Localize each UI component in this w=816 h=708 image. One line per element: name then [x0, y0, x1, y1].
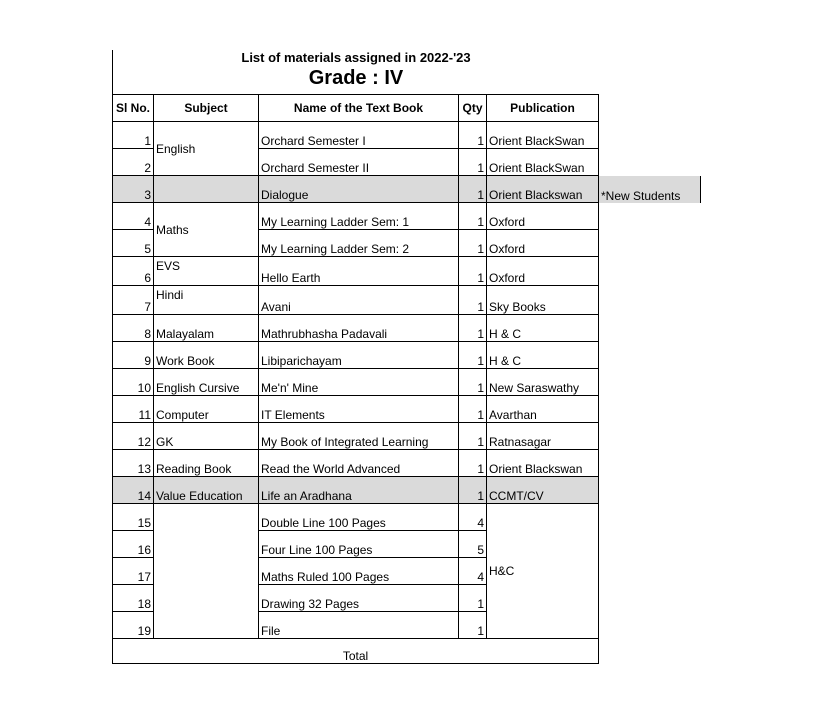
table-row — [113, 257, 701, 286]
subject-cell: Malayalam — [154, 315, 259, 342]
note-cell — [599, 203, 701, 230]
table-row — [113, 504, 701, 531]
qty: 1 — [459, 176, 487, 203]
sl-no: 13 — [113, 450, 154, 477]
note-cell — [599, 149, 701, 176]
table-row — [113, 342, 701, 369]
sl-no: 8 — [113, 315, 154, 342]
subject-cell: Hindi — [154, 286, 259, 315]
subject-cell: EVS — [154, 257, 259, 286]
subject-cell: Maths — [154, 203, 259, 257]
sl-no: 14 — [113, 477, 154, 504]
book-name: Orchard Semester I — [259, 122, 459, 149]
publication: Ratnasagar — [487, 423, 599, 450]
qty: 1 — [459, 450, 487, 477]
book-name: Orchard Semester II — [259, 149, 459, 176]
table-row — [113, 423, 701, 450]
qty: 1 — [459, 230, 487, 257]
sl-no: 2 — [113, 149, 154, 176]
sl-no: 3 — [113, 176, 154, 203]
table-row — [113, 122, 701, 149]
publication: H & C — [487, 315, 599, 342]
sl-no: 17 — [113, 558, 154, 585]
note-cell — [599, 504, 701, 531]
qty: 1 — [459, 315, 487, 342]
publication: Orient Blackswan — [487, 450, 599, 477]
sl-no: 12 — [113, 423, 154, 450]
sl-no: 10 — [113, 369, 154, 396]
book-name: Life an Aradhana — [259, 477, 459, 504]
qty: 1 — [459, 396, 487, 423]
book-name: My Book of Integrated Learning — [259, 423, 459, 450]
qty: 4 — [459, 504, 487, 531]
book-name: Me'n' Mine — [259, 369, 459, 396]
note-cell — [599, 396, 701, 423]
sl-no: 16 — [113, 531, 154, 558]
publication: Avarthan — [487, 396, 599, 423]
subject-cell: English Cursive — [154, 369, 259, 396]
sl-no: 19 — [113, 612, 154, 639]
qty: 4 — [459, 558, 487, 585]
sl-no: 9 — [113, 342, 154, 369]
publication: H&C — [487, 504, 599, 639]
note-cell — [599, 639, 701, 664]
note-cell — [599, 342, 701, 369]
header-qty: Qty — [459, 95, 487, 122]
book-name: My Learning Ladder Sem: 2 — [259, 230, 459, 257]
note-cell — [599, 230, 701, 257]
publication: CCMT/CV — [487, 477, 599, 504]
sl-no: 7 — [113, 286, 154, 315]
note-cell — [599, 122, 701, 149]
note-cell — [599, 315, 701, 342]
note-cell — [599, 257, 701, 286]
table-row — [113, 477, 701, 504]
qty: 5 — [459, 531, 487, 558]
table-row — [113, 396, 701, 423]
sl-no: 4 — [113, 203, 154, 230]
total-label: Total — [113, 639, 599, 664]
table-row — [113, 450, 701, 477]
qty: 1 — [459, 423, 487, 450]
subject-cell: GK — [154, 423, 259, 450]
qty: 1 — [459, 585, 487, 612]
qty: 1 — [459, 257, 487, 286]
qty: 1 — [459, 612, 487, 639]
qty: 1 — [459, 342, 487, 369]
publication: Sky Books — [487, 286, 599, 315]
publication: Orient BlackSwan — [487, 149, 599, 176]
note-cell — [599, 423, 701, 450]
subject-cell: Computer — [154, 396, 259, 423]
table-row — [113, 315, 701, 342]
qty: 1 — [459, 369, 487, 396]
sl-no: 15 — [113, 504, 154, 531]
book-name: Read the World Advanced — [259, 450, 459, 477]
header-subject: Subject — [154, 95, 259, 122]
table-row — [113, 286, 701, 315]
book-name: IT Elements — [259, 396, 459, 423]
book-name: Mathrubhasha Padavali — [259, 315, 459, 342]
qty: 1 — [459, 149, 487, 176]
qty: 1 — [459, 477, 487, 504]
subject-cell: Reading Book — [154, 450, 259, 477]
total-row — [113, 639, 701, 664]
note-cell — [599, 558, 701, 585]
subject-cell: Work Book — [154, 342, 259, 369]
note-cell — [599, 531, 701, 558]
publication: Oxford — [487, 257, 599, 286]
header-spacer — [599, 95, 701, 122]
table-row — [113, 203, 701, 230]
book-name: Double Line 100 Pages — [259, 504, 459, 531]
table-row — [113, 369, 701, 396]
note-cell — [599, 450, 701, 477]
note-cell — [599, 585, 701, 612]
materials-table — [112, 94, 701, 664]
note-cell — [599, 286, 701, 315]
table-row — [113, 176, 701, 203]
subject-cell: Value Education — [154, 477, 259, 504]
book-name: Avani — [259, 286, 459, 315]
publication: H & C — [487, 342, 599, 369]
new-students-note: *New Students — [599, 176, 701, 203]
book-name: Drawing 32 Pages — [259, 585, 459, 612]
subject-cell — [154, 504, 259, 639]
sl-no: 18 — [113, 585, 154, 612]
book-name: File — [259, 612, 459, 639]
publication: Oxford — [487, 230, 599, 257]
book-name: Libiparichayam — [259, 342, 459, 369]
book-name: Maths Ruled 100 Pages — [259, 558, 459, 585]
publication: Orient BlackSwan — [487, 122, 599, 149]
book-name: Four Line 100 Pages — [259, 531, 459, 558]
note-cell — [599, 369, 701, 396]
qty: 1 — [459, 286, 487, 315]
grade-title: Grade : IV — [308, 67, 404, 89]
book-name: Hello Earth — [259, 257, 459, 286]
subject-cell: English — [154, 122, 259, 176]
sl-no: 6 — [113, 257, 154, 286]
qty: 1 — [459, 203, 487, 230]
note-cell — [599, 612, 701, 639]
publication: New Saraswathy — [487, 369, 599, 396]
header-book-name: Name of the Text Book — [259, 95, 459, 122]
sl-no: 5 — [113, 230, 154, 257]
qty: 1 — [459, 122, 487, 149]
header-sl-no: Sl No. — [113, 95, 154, 122]
publication: Orient Blackswan — [487, 176, 599, 203]
sl-no: 1 — [113, 122, 154, 149]
list-title: List of materials assigned in 2022-'23 — [241, 50, 471, 65]
subject-cell — [154, 176, 259, 203]
book-name: My Learning Ladder Sem: 1 — [259, 203, 459, 230]
note-cell — [599, 477, 701, 504]
publication: Oxford — [487, 203, 599, 230]
table-header-row — [113, 95, 701, 122]
sl-no: 11 — [113, 396, 154, 423]
header-publication: Publication — [487, 95, 599, 122]
book-name: Dialogue — [259, 176, 459, 203]
